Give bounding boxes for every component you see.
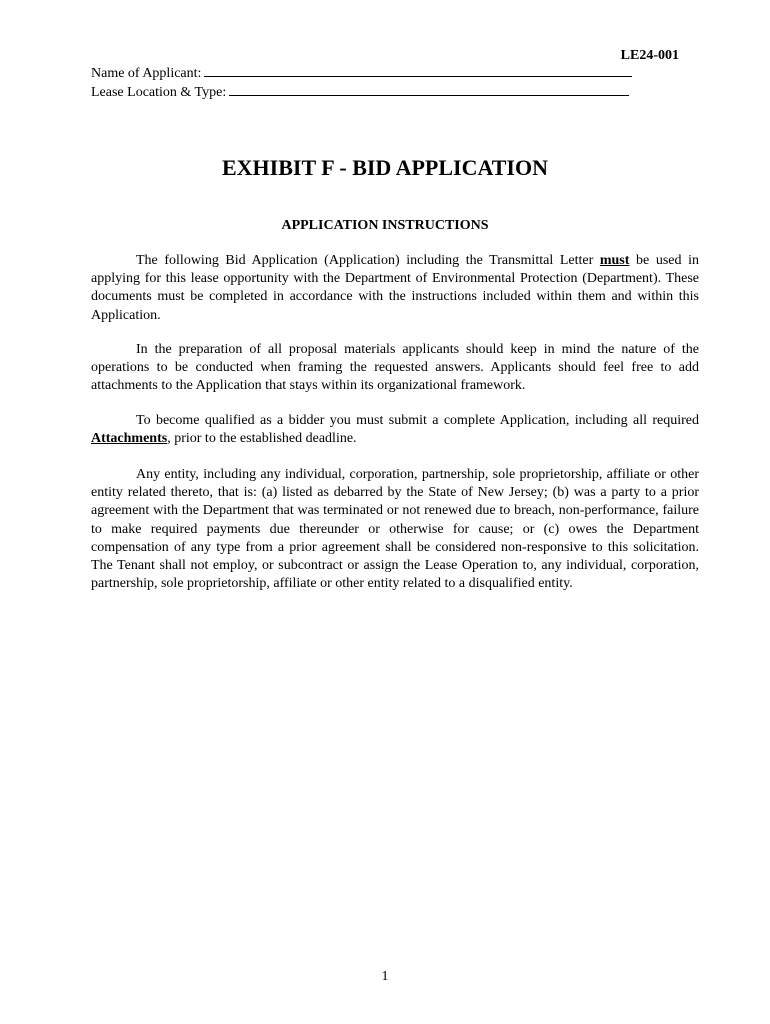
lease-location-field xyxy=(91,83,629,102)
instructions-paragraph-3 xyxy=(91,412,699,448)
paragraph-3-text-a: To become qualified as a bidder you must submit a complete Application, including all required xyxy=(136,413,699,428)
applicant-name-label: Name of Applicant: xyxy=(91,66,202,81)
page-number: 1 xyxy=(381,969,389,984)
paragraph-3-text-b: , prior to the established deadline. xyxy=(167,431,357,447)
lease-location-blank[interactable] xyxy=(229,83,629,96)
instructions-paragraph-4 xyxy=(91,466,699,593)
exhibit-title: EXHIBIT F - BID APPLICATION xyxy=(222,155,548,180)
instructions-paragraph-2 xyxy=(91,341,699,396)
applicant-name-blank[interactable] xyxy=(204,64,632,77)
document-id: LE24-001 xyxy=(620,48,679,63)
paragraph-4-text: Any entity, including any individual, corporation, partnership, sole proprietorship, affiliate or other entity related thereto, that is: (a) listed as debarred by the State of New Jersey; (b) was a party to a prior agreement with the Department that was terminated or not renewed due to breach, non-performance, failure to make required payments due thereunder or otherwise for cause; or (c) owes the Department compensation of any type from a prior agreement shall be considered non-responsive to this solicitation. The Tenant shall not employ, or subcontract or assign the Lease Operation to, any individual, corporation, partnership, sole proprietorship, affiliate or other entity related to a disqualified entity. xyxy=(91,467,699,592)
lease-location-label: Lease Location & Type: xyxy=(91,85,227,100)
applicant-name-field xyxy=(91,64,632,83)
paragraph-1-text-a: The following Bid Application (Application) including the Transmittal Letter xyxy=(136,253,600,268)
paragraph-1-emphasis: must xyxy=(599,253,630,268)
section-heading: APPLICATION INSTRUCTIONS xyxy=(281,218,489,233)
paragraph-2-text: In the preparation of all proposal materials applicants should keep in mind the nature of the operations to be conducted when framing the requested answers. Applicants should feel free to add attachments to the Application that stays within its organizational framework. xyxy=(91,342,699,394)
paragraph-3-emphasis: Attachments xyxy=(91,431,168,447)
instructions-paragraph-1 xyxy=(91,252,699,325)
paragraph-1-text-b: be used in applying for this lease opportunity with the Department of Environmental Protection (Department). These documents must be completed in accordance with the instructions included within them and within this Application. xyxy=(91,253,699,323)
